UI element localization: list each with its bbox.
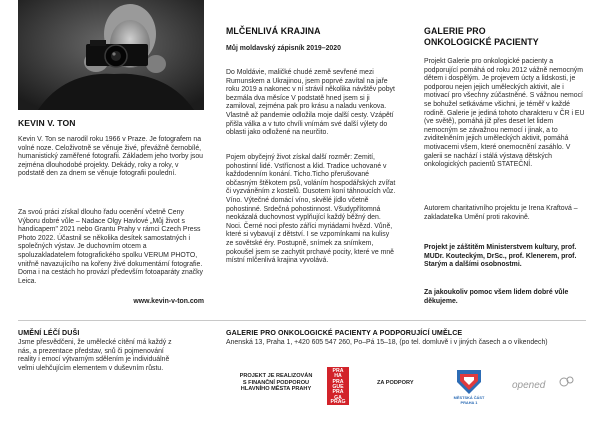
praha-logo-line-7: PRAG [330,399,346,406]
artist-photo [18,0,204,110]
gallery-thanks-paragraph: Za jakoukoliv pomoc všem lidem dobré vůle děkujeme. [424,289,569,305]
praha-logo-line-1: PRA [332,368,344,374]
photographer-portrait-image [18,0,204,110]
gallery-paragraph-1: Projekt Galerie pro onkologické pacienty a podporující pomáhá od roku 2012 vážně nemocným dětem i dospělým. Je projevem úcty a lidskosti, je podporou nejen jejich uměleckých aktivit, ale i motivací pro všechny zúčastněné. S vážnou nemocí se bohužel setkáváme všichni, je téměř v každé rodině. Galerie je jediná tohoto charakteru v ČR i EU (ve světě), pomáhá již přes deset let lidem nemocným se závažnou nemocí i jinak, a to zviditelněním jejich uměleckých aktivit, pomáhá motivacemi všem, které onemocnění zasáhlo. V galerii se nachází i stálá výstava dětských onkologických pacientů STATEČNÍ. [424,58,585,169]
mestska-cast-caption-line-2: PRAHA 1 [460,399,478,405]
gallery-title-line-2: ONKOLOGICKÉ PACIENTY [424,36,539,47]
gallery-title-line-1: GALERIE PRO [424,26,486,36]
footer-left-title: UMĚNÍ LÉČÍ DUŠI [18,329,80,337]
praha-logo-line-2: HA [334,373,342,380]
praha-logo [327,367,349,405]
sponsor-statement [226,373,326,393]
gallery-title [424,26,539,47]
artist-bio-paragraph-2: Za svoú práci získal dlouho řadu ocenění včetně Ceny Výboru dobré vůle – Nadace Olgy Havlové „Můj život s handicapem" 2021 nebo Grantu Prahy v rámci Czech Press Photo 2022. Účastnil se několika desítek samostatných i společných výstav. Je duchovním otcem a spoluzakladatelem fotografického spolku VERUM PHOTO, vnitřně navazujícího na kořeny živé dokumentární fotografie. Doma i na cestách ho provází především fotoaparáty značky Leica. [18,209,203,285]
praha-logo-line-6: GA [334,394,342,401]
artist-bio-paragraph-1: Kevin V. Ton se narodil roku 1966 v Praze. Je fotografem na volné noze. Celoživotně se věnuje živé, převážně černobílé, humanistický zaměřené fotografii. Základem jeho tvorby jsou zejména dlouhodobé projekty. Dekády, roky a roky, v podstatě den za dnem se věnuje fotografii poulední. [18,136,203,178]
exhibition-paragraph-2: Pojem obyčejný život získal další rozměr: Zemití, pohostinní lidé. Vstřícnost a klid. Tradice uchované v každodenním konání. Ticho.Ticho přerušované občasným štěkotem psů, voláním hospodářských zvířat či vyzváněním z kostelů. Dusotem koní táhnoucích vůz. Víno. Výtečné domácí víno, skvělé jídlo včetně pohostinné. Srdečná pohostinnost. Všudypřítomná neokázalá duchovnost vyplňující každý běžný den. Noci. Černé noci přesto záříci myriádami hvězd. Vůně, které si vybavují z dětství. I se vzpomínkami na kulisy ze sovětské éry. Postupně, snímek za snímkem, pokoušel jsem se zachytit prchavé pocity, které ve mně místní mlčenlivá krajina vyvolává. [226,154,396,265]
footer-left-body: Jsme přesvědčeni, že umělecké cítění má každý z nás, a prezentace představ, snů či pojmenování reality i emocí výtvarným sdělením je individuálně velmi ulehčujícím elementem v duševním růstu. [18,339,172,372]
exhibition-paragraph-1: Do Moldávie, maličké chudé země sevřené mezi Rumunskem a Ukrajinou, jsem poprvé zavítal na jaře roku 2019 a nakonec v ní strávil několika návštěv pobyt bezmála dva měsíce V podstatě hned jsem si ji zamiloval, zejména pak pro krásu a naladu venkova. Vlastně až pandemie odložila moje další cesty. Vzápětí přišla válka a v tuto chvíli vnímám své další výlety do oblasti jako odložené na neurčito. [226,69,395,137]
praha-logo-line-4: GUE [332,383,344,390]
footer-address: Anenská 13, Praha 1, +420 605 547 260, Po–Pá 15–18, (po tel. domluvě i v jiných časech a o víkendech) [226,339,548,346]
sponsor-line-1: PROJEKT JE REALIZOVÁN [239,373,313,379]
praha-logo-line-5: PRA [332,389,344,396]
artist-name: KEVIN V. TON [18,118,76,128]
artist-website-link[interactable]: www.kevin-v-ton.com [133,298,204,305]
footer-divider [18,320,586,321]
support-label: ZA PODPORY [377,380,414,386]
sponsor-line-2: S FINANČNÍ PODPOROU [242,379,310,386]
opened-logo-icon [512,376,576,392]
footer-org-title: GALERIE PRO ONKOLOGICKÉ PACIENTY A PODPORUJÍCÍ UMĚLCE [226,329,463,337]
mestska-cast-caption [442,396,496,405]
mestska-cast-caption-line-1: MĚSTSKÁ ČÁST [453,395,485,400]
gallery-paragraph-2: Autorem charitativního projektu je Irena Kraftová – zakladatelka Umění proti rakovině. [424,205,578,221]
exhibition-title: MLČENLIVÁ KRAJINA [226,26,321,36]
opened-logo-text: opened [512,380,546,391]
gallery-patronage-paragraph: Projekt je záštitěm Ministerstvem kultury, prof. MUDr. Kouteckým, DrSc., prof. Klenerem, prof. Starým a dalšími osobnostmi. [424,244,577,269]
sponsor-line-3: HLAVNÍHO MĚSTA PRAHY [240,386,312,393]
exhibition-subtitle: Můj moldavský zápisník 2019–2020 [226,45,341,52]
praha-logo-line-3: PRA [332,378,344,385]
